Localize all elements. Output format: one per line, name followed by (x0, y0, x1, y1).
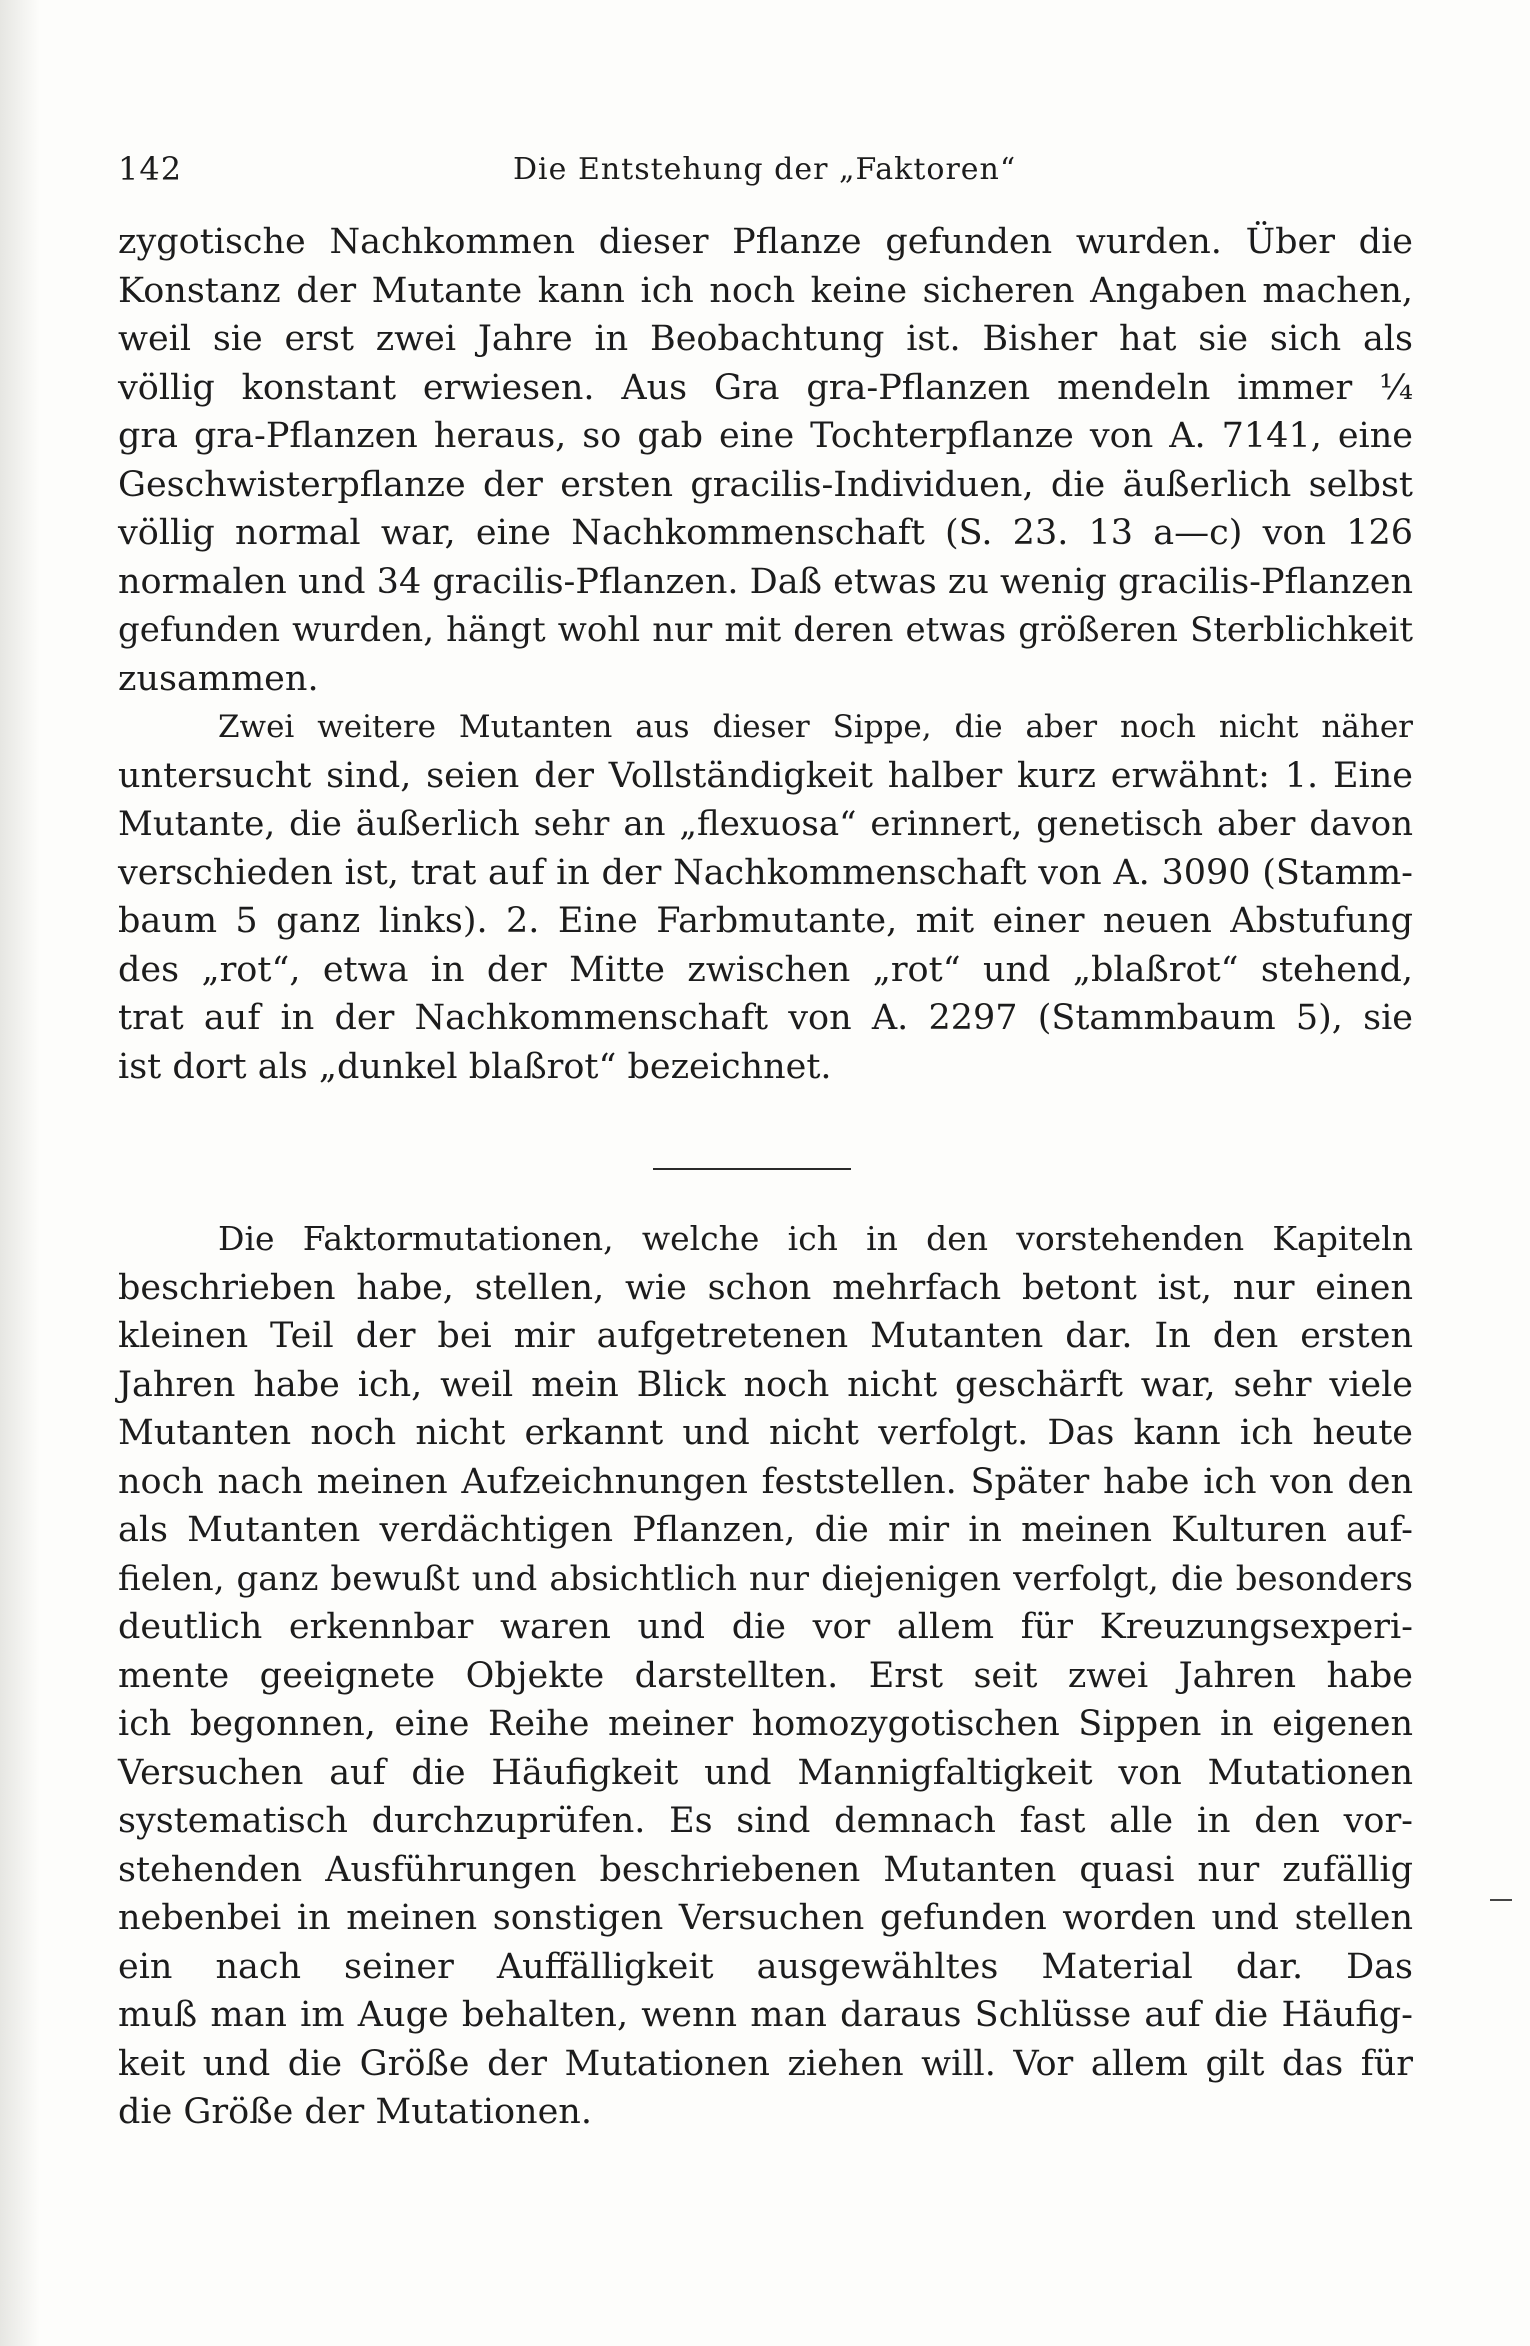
text-line: des „rot“, etwa in der Mitte zwischen „rot“ und „blaßrot“ stehend, (118, 949, 1413, 990)
text-line: beschrieben habe, stellen, wie schon mehrfach betont ist, nur einen (118, 1267, 1413, 1308)
text-line: deutlich erkennbar waren und die vor allem für Kreuzungsexperi- (118, 1607, 1413, 1647)
text-line: systematisch durchzuprüfen. Es sind demnach fast alle in den vor- (118, 1801, 1413, 1841)
text-line: gra gra-Pflanzen heraus, so gab eine Tochterpflanze von A. 7141, eine (118, 416, 1413, 456)
text-line: zygotische Nachkommen dieser Pflanze gefunden wurden. Über die (118, 222, 1413, 262)
text-line: untersucht sind, seien der Vollständigkeit halber kurz erwähnt: 1. Eine (118, 755, 1413, 796)
text-line: muß man im Auge behalten, wenn man daraus Schlüsse auf die Häufig- (118, 1995, 1413, 2035)
text-line: trat auf in der Nachkommenschaft von A. 2297 (Stammbaum 5), sie (118, 998, 1413, 1038)
running-title: Die Entstehung der „Faktoren“ (513, 152, 1017, 187)
section-divider (653, 1168, 851, 1170)
text-line: kleinen Teil der bei mir aufgetretenen Mutanten dar. In den ersten (118, 1316, 1413, 1356)
running-head (118, 150, 1413, 190)
text-line: normalen und 34 gracilis-Pflanzen. Daß etwas zu wenig gracilis-Pflanzen (118, 561, 1413, 602)
text-line: verschieden ist, trat auf in der Nachkommenschaft von A. 3090 (Stamm- (118, 852, 1413, 893)
text-block-upper (118, 218, 1413, 1091)
text-line: mente geeignete Objekte darstellten. Erst seit zwei Jahren habe (118, 1655, 1413, 1696)
text-line: Zwei weitere Mutanten aus dieser Sippe, die aber noch nicht näher (218, 709, 1413, 745)
text-line: Versuchen auf die Häufigkeit und Mannigfaltigkeit von Mutationen (118, 1752, 1413, 1793)
text-line: Mutante, die äußerlich sehr an „flexuosa“ erinnert, genetisch aber davon (118, 804, 1413, 844)
margin-mark (1490, 1899, 1512, 1901)
text-line: die Größe der Mutationen. (118, 2092, 592, 2132)
text-line: völlig konstant erwiesen. Aus Gra gra-Pflanzen mendeln immer ¼ (118, 367, 1413, 408)
text-line: Konstanz der Mutante kann ich noch keine sicheren Angaben machen, (118, 270, 1413, 311)
text-line: baum 5 ganz links). 2. Eine Farbmutante, mit einer neuen Abstufung (118, 901, 1413, 941)
text-line: Geschwisterpflanze der ersten gracilis-Individuen, die äußerlich selbst (118, 464, 1413, 505)
scan-edge-shadow (0, 0, 40, 2346)
text-line: gefunden wurden, hängt wohl nur mit deren etwas größeren Sterblichkeit (118, 610, 1413, 650)
text-line: Jahren habe ich, weil mein Blick noch nicht geschärft war, sehr viele (118, 1364, 1413, 1405)
text-line: ein nach seiner Auffälligkeit ausgewähltes Material dar. Das (118, 1946, 1413, 1987)
text-line: ich begonnen, eine Reihe meiner homozygotischen Sippen in eigenen (118, 1704, 1413, 1744)
text-line: zusammen. (118, 658, 319, 699)
text-line: als Mutanten verdächtigen Pflanzen, die mir in meinen Kulturen auf- (118, 1510, 1413, 1550)
text-line: Die Faktormutationen, welche ich in den vorstehenden Kapiteln (218, 1219, 1413, 1258)
text-line: keit und die Größe der Mutationen ziehen will. Vor allem gilt das für (118, 2043, 1413, 2084)
text-block-lower (118, 1215, 1413, 2137)
text-line: stehenden Ausführungen beschriebenen Mutanten quasi nur zufällig (118, 1849, 1413, 1890)
text-line: fielen, ganz bewußt und absichtlich nur diejenigen verfolgt, die besonders (118, 1558, 1413, 1599)
text-line: weil sie erst zwei Jahre in Beobachtung ist. Bisher hat sie sich als (118, 319, 1413, 359)
text-line: Mutanten noch nicht erkannt und nicht verfolgt. Das kann ich heute (118, 1413, 1413, 1453)
text-line: ist dort als „dunkel blaßrot“ bezeichnet. (118, 1046, 832, 1087)
page-number: 142 (118, 150, 183, 188)
text-line: noch nach meinen Aufzeichnungen feststellen. Später habe ich von den (118, 1461, 1413, 1502)
text-line: nebenbei in meinen sonstigen Versuchen gefunden worden und stellen (118, 1898, 1413, 1938)
text-line: völlig normal war, eine Nachkommenschaft (S. 23. 13 a—c) von 126 (118, 513, 1413, 553)
